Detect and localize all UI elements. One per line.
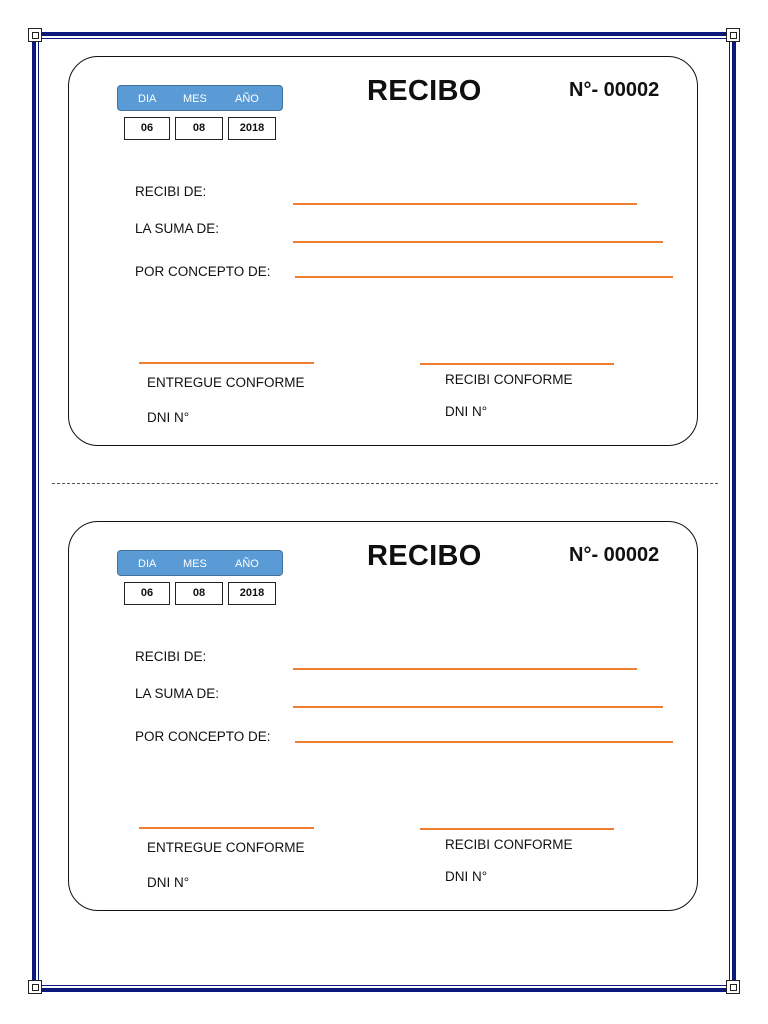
receipt-title: RECIBO [367,75,482,107]
signature-label-delivered: ENTREGUE CONFORME [147,840,305,855]
field-label-received-from: RECIBI DE: [135,184,207,199]
field-label-concept: POR CONCEPTO DE: [135,729,271,744]
concept-line[interactable] [295,276,673,278]
signature-line-delivered[interactable] [139,827,314,829]
dni-label-delivered: DNI N° [147,875,190,890]
cut-line-divider [52,483,718,484]
date-header-month: MES [183,93,207,105]
field-label-amount: LA SUMA DE: [135,686,220,701]
date-day-box[interactable]: 06 [124,582,170,605]
received-from-line[interactable] [293,668,637,670]
signature-line-received[interactable] [420,363,614,365]
date-year-box[interactable]: 2018 [228,117,276,140]
receipt-card [68,521,698,911]
corner-ornament-icon [726,28,740,42]
dni-label-received: DNI N° [445,404,488,419]
received-from-line[interactable] [293,203,637,205]
receipt-number: N°- 00002 [569,79,660,101]
amount-line[interactable] [293,241,663,243]
receipt-card [68,56,698,446]
corner-ornament-icon [28,980,42,994]
dni-label-delivered: DNI N° [147,410,190,425]
field-label-concept: POR CONCEPTO DE: [135,264,271,279]
date-day-box[interactable]: 06 [124,117,170,140]
receipt-number: N°- 00002 [569,544,660,566]
receipt-title: RECIBO [367,540,482,572]
date-header-bar [117,550,283,576]
date-header-year: AÑO [235,558,259,570]
date-month-box[interactable]: 08 [175,582,223,605]
field-label-amount: LA SUMA DE: [135,221,220,236]
date-header-day: DIA [138,558,157,570]
field-label-received-from: RECIBI DE: [135,649,207,664]
date-year-box[interactable]: 2018 [228,582,276,605]
date-header-year: AÑO [235,93,259,105]
date-header-bar [117,85,283,111]
corner-ornament-icon [726,980,740,994]
signature-line-delivered[interactable] [139,362,314,364]
signature-line-received[interactable] [420,828,614,830]
signature-label-received: RECIBI CONFORME [445,837,573,852]
signature-label-delivered: ENTREGUE CONFORME [147,375,305,390]
date-month-box[interactable]: 08 [175,117,223,140]
corner-ornament-icon [28,28,42,42]
date-header-month: MES [183,558,207,570]
date-header-day: DIA [138,93,157,105]
dni-label-received: DNI N° [445,869,488,884]
signature-label-received: RECIBI CONFORME [445,372,573,387]
amount-line[interactable] [293,706,663,708]
concept-line[interactable] [295,741,673,743]
